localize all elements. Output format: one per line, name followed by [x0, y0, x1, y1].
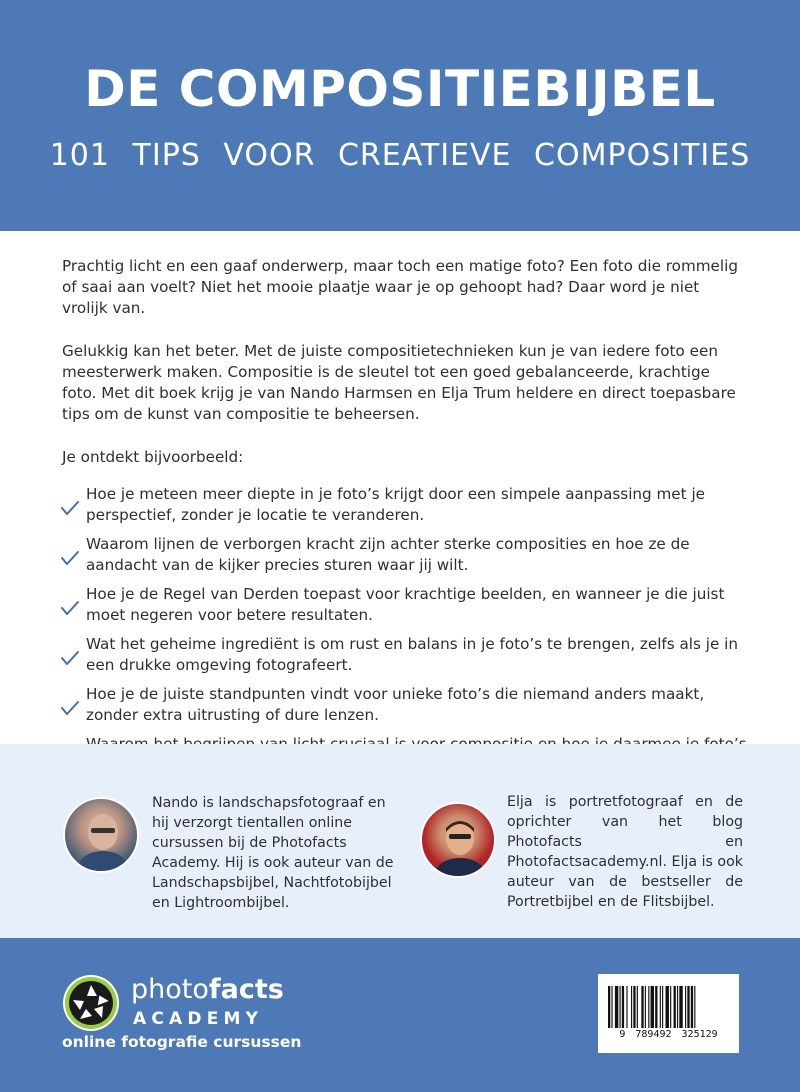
- barcode-bar: [691, 986, 693, 1028]
- checkmark-icon: [60, 500, 80, 516]
- barcode-bar: [626, 986, 627, 1028]
- list-item: [62, 634, 748, 676]
- aperture-icon: [62, 974, 120, 1032]
- book-subtitle: 101 TIPS VOOR CREATIEVE COMPOSITIES: [49, 138, 751, 173]
- barcode-bars: [606, 986, 731, 1028]
- list-item-text: Hoe je de juiste standpunten vindt voor unieke foto’s die niemand anders maakt, zonder extra uitrusting of dure lenzen.: [86, 685, 705, 724]
- barcode-bar: [631, 986, 632, 1028]
- logo-word-bold: facts: [208, 974, 284, 1005]
- avatar-nando: [63, 797, 139, 873]
- barcode-bar: [622, 986, 624, 1028]
- barcode-bar: [662, 986, 663, 1028]
- barcode-bar: [608, 986, 610, 1028]
- checkmark-icon: [60, 550, 80, 566]
- barcode-bar: [611, 986, 612, 1028]
- blurb: [62, 256, 748, 784]
- barcode-bar: [674, 986, 676, 1028]
- benefit-list: [62, 484, 748, 776]
- list-item-text: Hoe je de Regel van Derden toepast voor krachtige beelden, en wanneer je die juist moet negeren voor betere resultaten.: [86, 585, 725, 624]
- logo-word-light: photo: [131, 974, 209, 1005]
- barcode-bar: [666, 986, 669, 1028]
- list-item-text: Waarom lijnen de verborgen kracht zijn achter sterke composities en hoe ze de aandacht van de kijker precies sturen waar jij wilt.: [86, 535, 690, 574]
- list-item-text: Hoe je meteen meer diepte in je foto’s krijgt door een simpele aanpassing met je perspectief, zonder je locatie te veranderen.: [86, 485, 706, 524]
- barcode-bar: [648, 986, 649, 1028]
- logo-academy: ACADEMY: [133, 1009, 264, 1029]
- checkmark-icon: [60, 600, 80, 616]
- barcode-bar: [615, 986, 618, 1028]
- barcode-bar: [651, 986, 654, 1028]
- tagline: online fotografie cursussen: [62, 1033, 302, 1051]
- list-item: [62, 684, 748, 726]
- barcode-bar: [645, 986, 646, 1028]
- barcode-bar: [694, 986, 695, 1028]
- barcode: [598, 974, 739, 1053]
- checkmark-icon: [60, 700, 80, 716]
- intro-paragraph: Gelukkig kan het beter. Met de juiste compositietechnieken kun je van iedere foto een meesterwerk maken. Compositie is de sleutel tot een goed gebalanceerde, krachtige foto. Met dit boek krijg je van Nando Harmsen en Elja Trum heldere en direct toepasbare tips om de kunst van compositie te beheersen.: [62, 342, 736, 423]
- bio-nando: Nando is landschapsfotograaf en hij verzorgt tientallen online cursussen bij de Photofacts Academy. Hij is ook auteur van de Landschapsbijbel, Nachtfotobijbel en Lightroombijbel.: [152, 795, 394, 911]
- book-title: DE COMPOSITIEBIJBEL: [84, 60, 716, 118]
- checkmark-icon: [60, 650, 80, 666]
- list-item: [62, 584, 748, 626]
- barcode-bar: [637, 986, 638, 1028]
- barcode-bar: [660, 986, 661, 1028]
- bio-elja: Elja is portretfotograaf en de oprichter van het blog Photofacts en Photofactsacademy.nl. Elja is ook auteur van de bestseller de Portretbijbel en de Flitsbijbel.: [507, 794, 743, 910]
- barcode-bar: [685, 986, 686, 1028]
- barcode-bar: [687, 986, 689, 1028]
- logo-wordmark: [131, 973, 284, 1007]
- isbn-number: 9 789492 325129: [619, 1029, 718, 1040]
- list-item: [62, 484, 748, 526]
- barcode-bar: [677, 986, 678, 1028]
- barcode-bar: [641, 986, 643, 1028]
- barcode-bar: [620, 986, 621, 1028]
- avatar-elja: [420, 802, 496, 878]
- barcode-bar: [670, 986, 671, 1028]
- barcode-bar: [633, 986, 635, 1028]
- barcode-bar: [655, 986, 657, 1028]
- cover-header: [0, 0, 800, 231]
- list-item-text: Wat het geheime ingrediënt is om rust en balans in je foto’s te brengen, zelfs als je in een drukke omgeving fotografeert.: [86, 635, 739, 674]
- list-item: [62, 534, 748, 576]
- intro-paragraph: Prachtig licht en een gaaf onderwerp, maar toch een matige foto? Een foto die rommelig of saai aan voelt? Niet het mooie plaatje waar je op gehoopt had? Daar word je niet vrolijk van.: [62, 257, 738, 317]
- barcode-bar: [679, 986, 682, 1028]
- intro-lead: Je ontdekt bijvoorbeeld:: [62, 448, 244, 466]
